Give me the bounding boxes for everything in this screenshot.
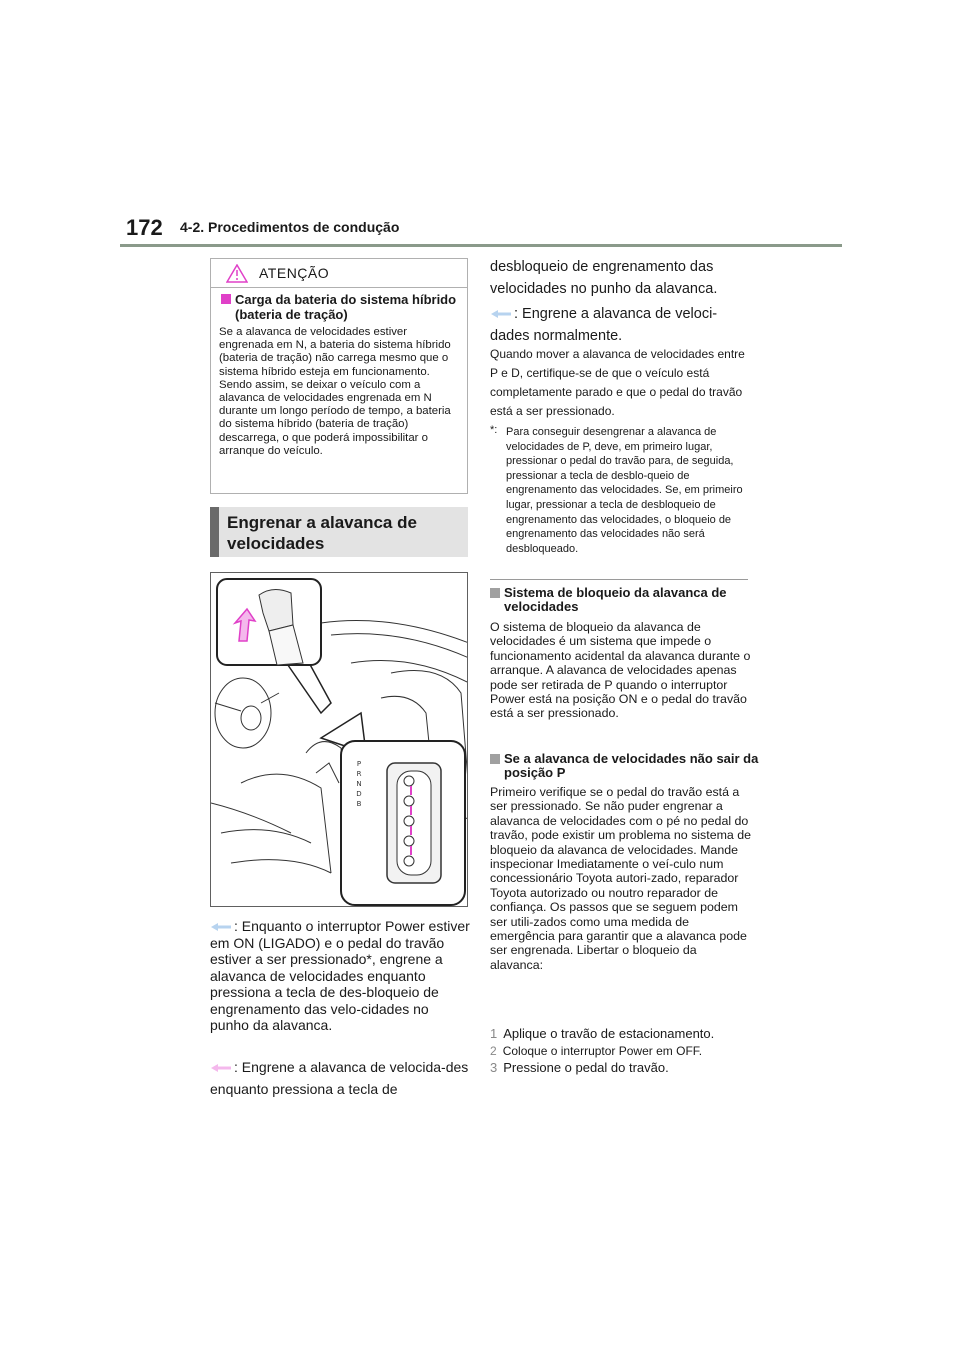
- cannot-shift-body: Primeiro verifique se o pedal do travão está a ser pressionado. Se não puder engrenar a alavanca de velocidades com o pé no pedal do travão, pode existir um problema no sistema de bloqueio da alavanca de velocidades. Mande inspecionar Imediatamente o veí-culo num concessionário Toyota autori-zado, reparador Toyota autorizado ou noutro reparador de confiança. Os passos que se seguem podem ser utili-zados como uma medida de emergência para garantir que a alavanca pode ser engrenada. Libertar o bloqueio da alavanca:: [490, 785, 752, 972]
- gear-shift-illustration: [210, 572, 468, 907]
- step-item: [490, 1043, 702, 1059]
- footnote-mark: *:: [490, 424, 498, 436]
- warning-subtitle: [219, 292, 475, 322]
- step-number: 3: [490, 1060, 498, 1075]
- lock-system-body: O sistema de bloqueio da alavanca de velocidades é um sistema que impede o funcionamento acidental da alavanca durante o arranque. A alavanca de velocidades apenas pode ser retirada de P quando o interruptor Power está na posição ON e o pedal do travão está a ser pressionado.: [490, 620, 751, 721]
- heading-accent-bar: [210, 507, 219, 557]
- car-interior-drawing: [211, 573, 468, 907]
- gear-letter: N: [356, 780, 362, 788]
- subheading-text: Se a alavanca de velocidades não sair da posição P: [504, 751, 759, 780]
- section-heading: [210, 507, 468, 557]
- left-paragraph-2-text: : Engrene a alavanca de velocida-des enquanto pressiona a tecla de: [210, 1059, 469, 1097]
- right-paragraph-2-text: : Engrene a alavanca de veloci-dades normalmente.: [490, 306, 718, 344]
- warning-body: Se a alavanca de velocidades estiver engrenada em N, a bateria do sistema híbrido (bateria de tração) não carrega mesmo que o sistema híbrido esteja em funcionamento. Sendo assim, se deixar o veículo com a alavanca de velocidades engrenada em N durante um longo período de tempo, a bateria do sistema híbrido (bateria de tração) descarrega, o que poderá impossibilitar o arranque do veículo.: [219, 326, 451, 457]
- warning-subtitle-text: Carga da bateria do sistema híbrido (bateria de tração): [235, 292, 457, 322]
- page-number: 172: [126, 215, 163, 240]
- right-paragraph-1: desbloqueio de engrenamento das velocidades no punho da alavanca.: [490, 259, 718, 297]
- step-text: Coloque o interruptor Power em OFF.: [502, 1044, 703, 1058]
- footnote-text: Para conseguir desengrenar a alavanca de velocidades de P, deve, em primeiro lugar, pressionar o pedal do travão para, de seguida, pressionar a tecla de desblo-queio de engrenamento das velocidades. Se, em primeiro lugar, pressionar a tecla de desbloqueio de engrenamento das velocidades, o bloqueio de engrenamento das velocidades não será desbloqueado.: [506, 426, 743, 555]
- divider: [490, 579, 748, 580]
- gear-letter: D: [356, 790, 362, 798]
- left-paragraph-1-text: : Enquanto o interruptor Power estiver em ON (LIGADO) e o pedal do travão estiver a ser pressionado*, engrene a alavanca de velocidades enquanto pressiona a tecla de des-bloqueio de engrenamento das velo-cidades no punho da alavanca.: [210, 918, 470, 1033]
- warning-title: ATENÇÃO: [259, 265, 330, 281]
- subheading-cannot-shift: [490, 752, 764, 780]
- warning-box: [210, 258, 468, 494]
- pink-arrow-icon: [210, 1063, 232, 1073]
- gear-letter: P: [356, 760, 362, 768]
- right-paragraph-3: Quando mover a alavanca de velocidades entre P e D, certifique-se de que o veículo está completamente parado e que o pedal do travão está a ser pressionado.: [490, 347, 745, 418]
- warning-triangle-icon: [226, 264, 248, 283]
- section-title: 4-2. Procedimentos de condução: [180, 219, 400, 235]
- gear-letter: B: [356, 800, 362, 808]
- subheading-text: Sistema de bloqueio da alavanca de velocidades: [504, 585, 727, 614]
- gear-letter: R: [356, 770, 362, 778]
- step-number: 1: [490, 1026, 498, 1041]
- warning-header: [211, 259, 467, 288]
- step-item: [490, 1060, 669, 1076]
- step-item: [490, 1026, 714, 1042]
- pink-square-bullet-icon: [221, 294, 231, 304]
- header-rule: [120, 244, 842, 247]
- left-paragraph-1: [210, 918, 470, 1034]
- step-text: Pressione o pedal do travão.: [503, 1060, 669, 1075]
- right-paragraph-2: [490, 303, 752, 347]
- gray-square-bullet-icon: [490, 754, 500, 764]
- heading-text: Engrenar a alavanca de velocidades: [227, 513, 417, 553]
- step-text: Aplique o travão de estacionamento.: [503, 1026, 715, 1041]
- step-number: 2: [490, 1044, 497, 1058]
- left-paragraph-2: [210, 1056, 470, 1100]
- blue-arrow-icon: [490, 309, 512, 319]
- gray-square-bullet-icon: [490, 588, 500, 598]
- subheading-lock-system: [490, 586, 764, 614]
- blue-arrow-icon: [210, 922, 232, 932]
